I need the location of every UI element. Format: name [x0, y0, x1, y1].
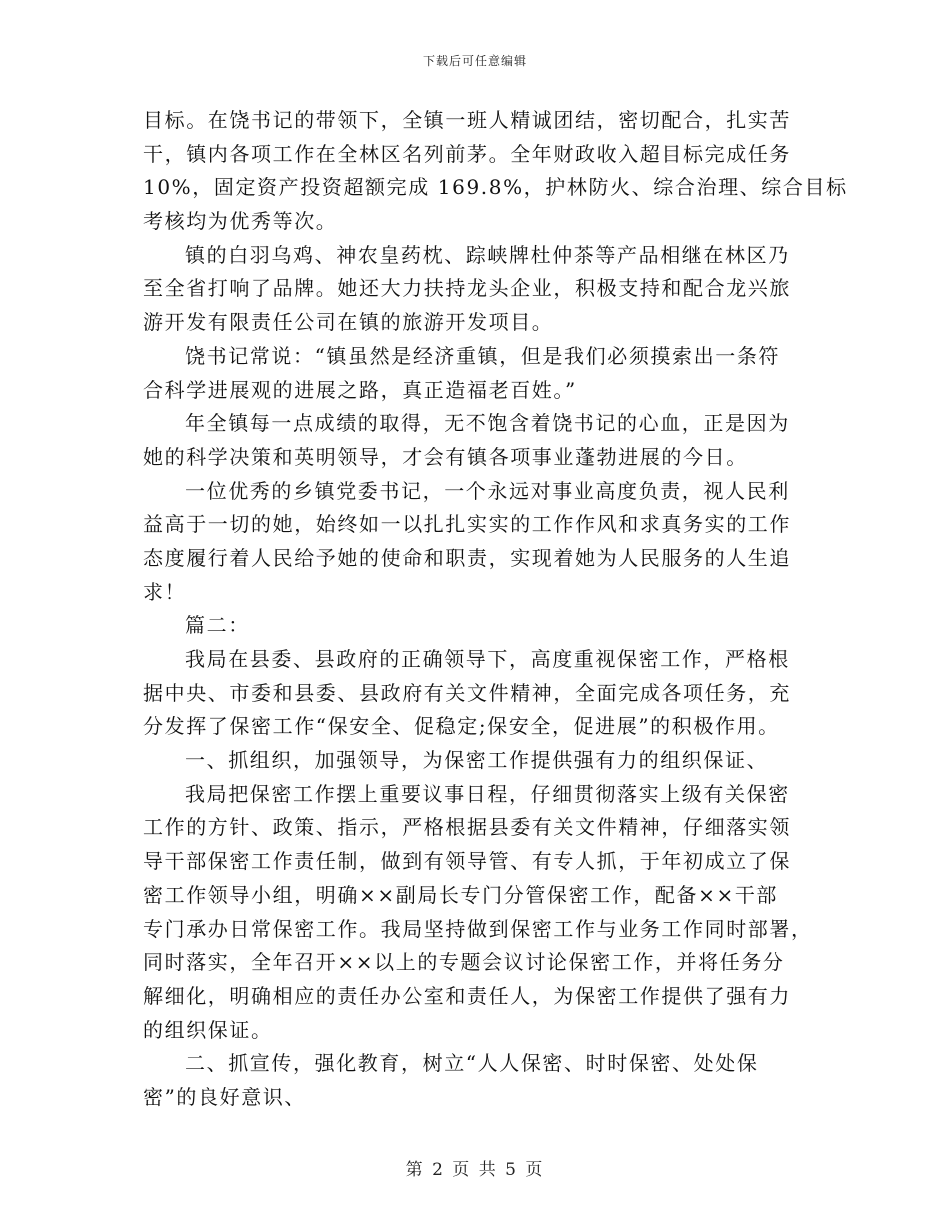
text-line: 她的科学决策和英明领导，才会有镇各项事业蓬勃进展的今日。: [143, 444, 748, 469]
text-line: 据中央、市委和县委、县政府有关文件精神，全面完成各项任务，充: [143, 680, 791, 705]
text-line: 我局在县委、县政府的正确领导下，高度重视保密工作，严格根: [185, 647, 790, 671]
document-body: [143, 104, 848, 1115]
text-line: 镇的白羽乌鸡、神农皇药枕、踪峡牌杜仲茶等产品相继在林区乃: [185, 242, 790, 267]
text-line: 我局把保密工作摆上重要议事日程，仔细贯彻落实上级有关保密: [185, 781, 790, 806]
text-line: 益高于一切的她，始终如一以扎扎实实的工作作风和求真务实的工作: [143, 512, 791, 537]
text-line: 密”的良好意识、: [143, 1084, 307, 1109]
text-line: 考核均为优秀等次。: [143, 209, 338, 234]
text-line: 工作的方针、政策、指示，严格根据县委有关文件精神，仔细落实领: [143, 815, 791, 840]
text-line: 的组织保证。: [143, 1017, 273, 1042]
text-line: 求！: [143, 579, 187, 604]
text-line: 密工作领导小组，明确××副局长专门分管保密工作，配备××干部: [143, 882, 779, 907]
text-line: 至全省打响了品牌。她还大力扶持龙头企业，积极支持和配合龙兴旅: [143, 276, 791, 301]
text-line: 一、抓组织，加强领导，为保密工作提供强有力的组织保证、: [185, 748, 769, 773]
text-line: 导干部保密工作责任制，做到有领导管、有专人抓，于年初成立了保: [143, 849, 791, 874]
text-line: 解细化，明确相应的责任办公室和责任人，为保密工作提供了强有力: [143, 983, 791, 1008]
text-line: 同时落实，全年召开××以上的专题会议讨论保密工作，并将任务分: [143, 950, 785, 975]
text-line: 二、抓宣传，强化教育，树立“人人保密、时时保密、处处保: [185, 1051, 759, 1076]
text-line: 一位优秀的乡镇党委书记，一个永远对事业高度负责，视人民利: [185, 478, 790, 503]
text-line: 篇二：: [185, 613, 250, 638]
text-line: 饶书记常说：“镇虽然是经济重镇，但是我们必须摸索出一条符: [185, 343, 781, 368]
text-line: 分发挥了保密工作“保安全、促稳定;保安全，促进展”的积极作用。: [143, 714, 780, 739]
text-line: 年全镇每一点成绩的取得，无不饱含着饶书记的心血，正是因为: [185, 411, 790, 436]
text-line: 目标。在饶书记的带领下，全镇一班人精诚团结，密切配合，扎实苦: [143, 108, 791, 132]
text-line: 态度履行着人民给予她的使命和职责，实现着她为人民服务的人生追: [143, 545, 791, 570]
page-footer: 第 2 页 共 5 页: [405, 1160, 545, 1180]
text-line: 干，镇内各项工作在全林区名列前茅。全年财政收入超目标完成任务: [143, 141, 791, 166]
text-line: 专门承办日常保密工作。我局坚持做到保密工作与业务工作同时部署，: [143, 916, 813, 941]
text-line: 10%，固定资产投资超额完成 169.8%，护林防火、综合治理、综合目标: [143, 175, 848, 200]
text-line: 游开发有限责任公司在镇的旅游开发项目。: [143, 310, 554, 335]
text-line: 合科学进展观的进展之路，真正造福老百姓。”: [143, 377, 577, 402]
page-header: 下载后可任意编辑: [422, 54, 527, 68]
